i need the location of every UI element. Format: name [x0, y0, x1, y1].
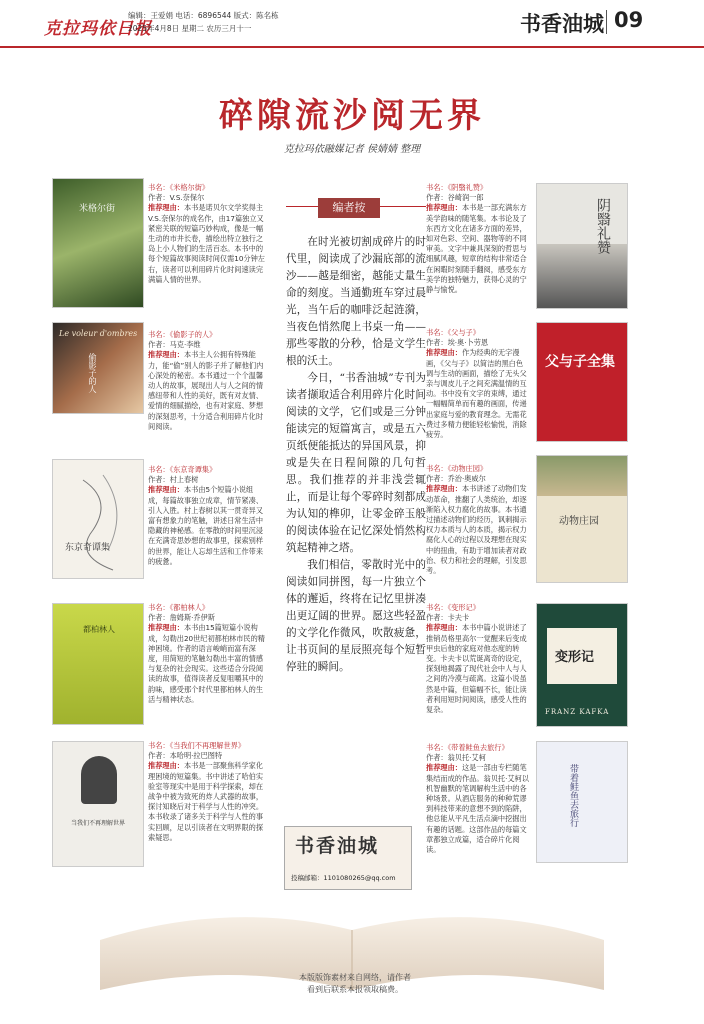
- book-title: 书名：《父与子》: [426, 328, 480, 337]
- book-entry-dubliners: [148, 603, 266, 705]
- page-footer: [260, 972, 450, 996]
- book-recommendation: 推荐理由：本书由5个短篇小说组成，每篇故事独立成章，情节紧凑、引人入胜。村上春树以其一贯奇异又富有想象力的笔触，讲述日常生活中隐藏的神秘感。在零散的时间里沉浸在充满奇思妙想的故事里，探索别样的世界，能让人忘却生活和工作带来的疲惫。: [148, 485, 264, 566]
- cover-title: 东京奇谭集: [65, 543, 111, 553]
- book-recommendation: 推荐理由：本书中篇小说讲述了推销员格里高尔一觉醒来后变成甲虫后他的家庭对他态度的转变。卡夫卡以荒诞离奇的设定，探刻地揭露了现代社会中人与人之间的冷漠与疏离。这篇小说虽然是中篇，但篇幅不长，能让读者利用短时间阅读，感受人性的复杂。: [426, 623, 527, 715]
- book-author: 作者：埃·奥·卜劳恩: [426, 338, 489, 348]
- book-title: 书名：《米格尔街》: [148, 183, 210, 192]
- book-cover-animal-farm: [536, 455, 628, 583]
- book-entry-in-praise-of-shadows: [426, 183, 530, 295]
- article-byline: 克拉玛依融媒记者 侯婧婧 整理: [283, 144, 421, 155]
- book-entry-miguel-street: [148, 183, 266, 285]
- book-author: 作者：谷崎润一郎: [426, 193, 484, 203]
- book-title: 书名：《阴翳礼赞》: [426, 183, 488, 192]
- date-info: 2025年4月8日 星期二 农历三月十一: [128, 24, 252, 33]
- book-author: 作者：V.S.奈保尔: [148, 193, 205, 203]
- book-entry-tokyo-tales: [148, 465, 266, 567]
- book-recommendation: 推荐理由：这是一部由专栏随笔集结而成的作品。翁贝托·艾柯以机智幽默的笔调解构生活中的各种场景。从酒店服务的种种荒谬到科技带来的意想不到的陷阱，他总能从平凡生活点滴中挖掘出有趣的话题。这部作品的每篇文章都独立成篇，适合碎片化阅读。: [426, 763, 529, 855]
- article-title: 碎隙流沙阅无界: [219, 96, 485, 136]
- book-entry-father-and-son: [426, 328, 530, 440]
- section-name: 书香油城: [520, 12, 604, 36]
- book-cover-miguel-street: [52, 178, 144, 308]
- submission-email: 投稿邮箱：1101080265@qq.com: [291, 874, 396, 882]
- editor-paragraph: 在时光被切割成碎片的时代里，阅读成了沙漏底部的流沙——越是细密，越能丈量生命的刻度。当通勤班车穿过晨光，当午后的咖啡泛起涟漪，当夜色悄然爬上书桌一角——那些零散的分秒，恰是文学生根的沃土。: [286, 236, 426, 367]
- header-divider: [606, 10, 607, 34]
- page-header: [0, 0, 704, 48]
- book-recommendation: 推荐理由：本书讲述了动物们发动革命，推翻了人类统治，却逐渐陷入权力腐化的故事。本书通过描述动物们的经历，讽刺揭示权力本质与人的本质，揭示权力腐化人心的过程以及理想在现实中的扭曲，有助于增加读者对政治、权力和社会的理解，引发思考。: [426, 484, 527, 576]
- book-cover-dubliners: [52, 603, 144, 725]
- book-author: 作者：翁贝托·艾柯: [426, 753, 486, 763]
- editor-paragraph: 我们相信，零散时光中的阅读如同拼图，每一片独立个体的邂逅，终将在记忆里拼凑出更辽阔的世界。愿这些轻盈的文学化作微风，吹散疲惫，让书页间的星辰照亮每个短暂停驻的瞬间。: [286, 559, 426, 673]
- book-cover-father-and-son: [536, 322, 628, 442]
- book-title: 书名：《当我们不再理解世界》: [148, 741, 246, 750]
- cover-title: 米格尔街: [79, 204, 116, 214]
- editor-note-tag: 编者按: [318, 198, 380, 218]
- book-title: 书名：《东京奇谭集》: [148, 465, 217, 474]
- book-title: 书名：《动物庄园》: [426, 464, 488, 473]
- book-entry-salmon-travel: [426, 743, 530, 855]
- cover-illustration: [53, 460, 143, 578]
- book-author: 作者：乔治·奥威尔: [426, 474, 486, 484]
- book-cover-salmon-travel: [536, 741, 628, 863]
- book-entry-animal-farm: [426, 464, 530, 576]
- footer-line: 看到后联系本报领取稿费。: [307, 985, 403, 994]
- book-recommendation: 推荐理由：本书由15篇短篇小说构成，勾勒出20世纪初都柏林市民的精神困境。作者的语言峻峭而富有深度，用简短的笔触勾勒出丰富的情感与复杂的社会现实。这些适合分段阅读的故事，值得读者反复咀嚼其中的韵味，感受那个时代里都柏林人的生活与精神状态。: [148, 623, 265, 704]
- editor-paragraph: 今日，“书香油城”专刊为读者撷取适合利用碎片化时间阅读的文学，它们或是三分钟能读完的短篇寓言，或是五六页纸便能抵达的异国风景，抑或是失在日程间隙的几句哲思。我们推荐的并非浅尝辄止，而是让每个零碎时刻都成为认知的榫卯，让零金碎玉般的阅读体验在记忆深处悄然构筑起精神之塔。: [286, 372, 426, 554]
- editor-info: 编辑：王爱娟 电话：6896544 版式：陈名栋: [128, 11, 279, 20]
- book-cover-shadow-thief: [52, 322, 144, 414]
- cover-title: 动物庄园: [559, 516, 599, 527]
- footer-line: 本版版饰素材来自网络，请作者: [299, 973, 411, 982]
- editor-note-text: [286, 234, 426, 676]
- book-title: 书名：《都柏林人》: [148, 603, 210, 612]
- book-author: 作者：本哈明·拉巴图特: [148, 751, 223, 761]
- book-title: 书名：《变形记》: [426, 603, 480, 612]
- cover-title: 父与子全集: [545, 354, 615, 370]
- book-cover-when-we-cease: [52, 741, 144, 867]
- book-author: 作者：詹姆斯·乔伊斯: [148, 613, 215, 623]
- book-entry-metamorphosis: [426, 603, 530, 715]
- book-entry-shadow-thief: [148, 330, 266, 432]
- book-author: 作者：卡夫卡: [426, 613, 470, 623]
- newspaper-masthead: 克拉玛依日报: [44, 19, 152, 39]
- book-recommendation: 推荐理由：作为经典的无字漫画，《父与子》以简洁的黑白色调与生动的画面，描绘了无头父亲与调皮儿子之间充满温情的互动。书中没有文字的束缚，通过一幅幅简单而有趣的画面，传递出家庭与爱的教育理念。无需花费过多精力便能轻松愉悦，消除疲劳。: [426, 348, 527, 440]
- page-number: 09: [614, 8, 644, 32]
- cover-title: Le voleur d'ombres: [59, 329, 138, 338]
- promo-logo: 书香油城: [295, 835, 380, 857]
- editor-note: [276, 194, 426, 802]
- cover-title: 变形记: [555, 650, 595, 665]
- book-recommendation: 推荐理由：本书是诺贝尔文学奖得主V.S.奈保尔的成名作，由17篇独立又紧密关联的短篇巧妙构成，像是一幅生动的市井长卷，描绘出特立独行之岛上小人物们的生活百态。本书中的每个短篇故事阅读时间仅需10分钟左右，读者可以利用碎片化时间速读完满篇人情的世界。: [148, 203, 265, 284]
- book-title: 书名：《带着鲑鱼去旅行》: [426, 743, 509, 752]
- cover-title: 带着鲑鱼去旅行: [568, 764, 578, 827]
- book-author: 作者：村上春树: [148, 475, 199, 485]
- cover-title: 当我们不再理解世界: [70, 820, 125, 827]
- book-cover-tokyo-tales: [52, 459, 144, 579]
- book-title: 书名：《偷影子的人》: [148, 330, 217, 339]
- cover-title: 偷影子的人: [88, 353, 97, 393]
- book-author: 作者：马克·李维: [148, 340, 201, 350]
- cover-title: 阴翳礼赞: [595, 198, 611, 254]
- book-recommendation: 推荐理由：本书是一部聚焦科学家化理困境的短篇集。书中讲述了哈伯实验室等现实中是用于科学探索，却在战争中被为致死的炸人武器的故事，探讨知晓后对于科学与人性的冲突。本书收录了诸多关于科学与人性的事实回顾，足以引读者在文明界限的探索疑思。: [148, 761, 264, 842]
- cover-author: FRANZ KAFKA: [545, 708, 610, 716]
- cover-title: 都柏林人: [83, 625, 115, 634]
- book-recommendation: 推荐理由：本书主人公拥有特殊能力，能“偷”别人的影子并了解他们内心深处的秘密。本书通过一个个温馨动人的故事，展现出人与人之间的情感纽带和人性的美好，既有对友情、爱情的细腻描绘，也有对家庭、梦想的深刻思考，十分适合利用碎片化时间阅读。: [148, 350, 264, 431]
- book-cover-metamorphosis: [536, 603, 628, 727]
- book-entry-when-we-cease: [148, 741, 266, 843]
- book-recommendation: 推荐理由：本书是一部充满东方美学韵味的随笔集。本书论及了东西方文化在诸多方面的差异，如对色彩、空间、器物等的不同审美。文字中兼具深刻的哲思与细腻风趣，短章的结构非常适合在闲暇时刻随手翻阅，感受东方美学的独特魅力，获得心灵的宁静与愉悦。: [426, 203, 527, 295]
- book-cover-in-praise-of-shadows: [536, 183, 628, 309]
